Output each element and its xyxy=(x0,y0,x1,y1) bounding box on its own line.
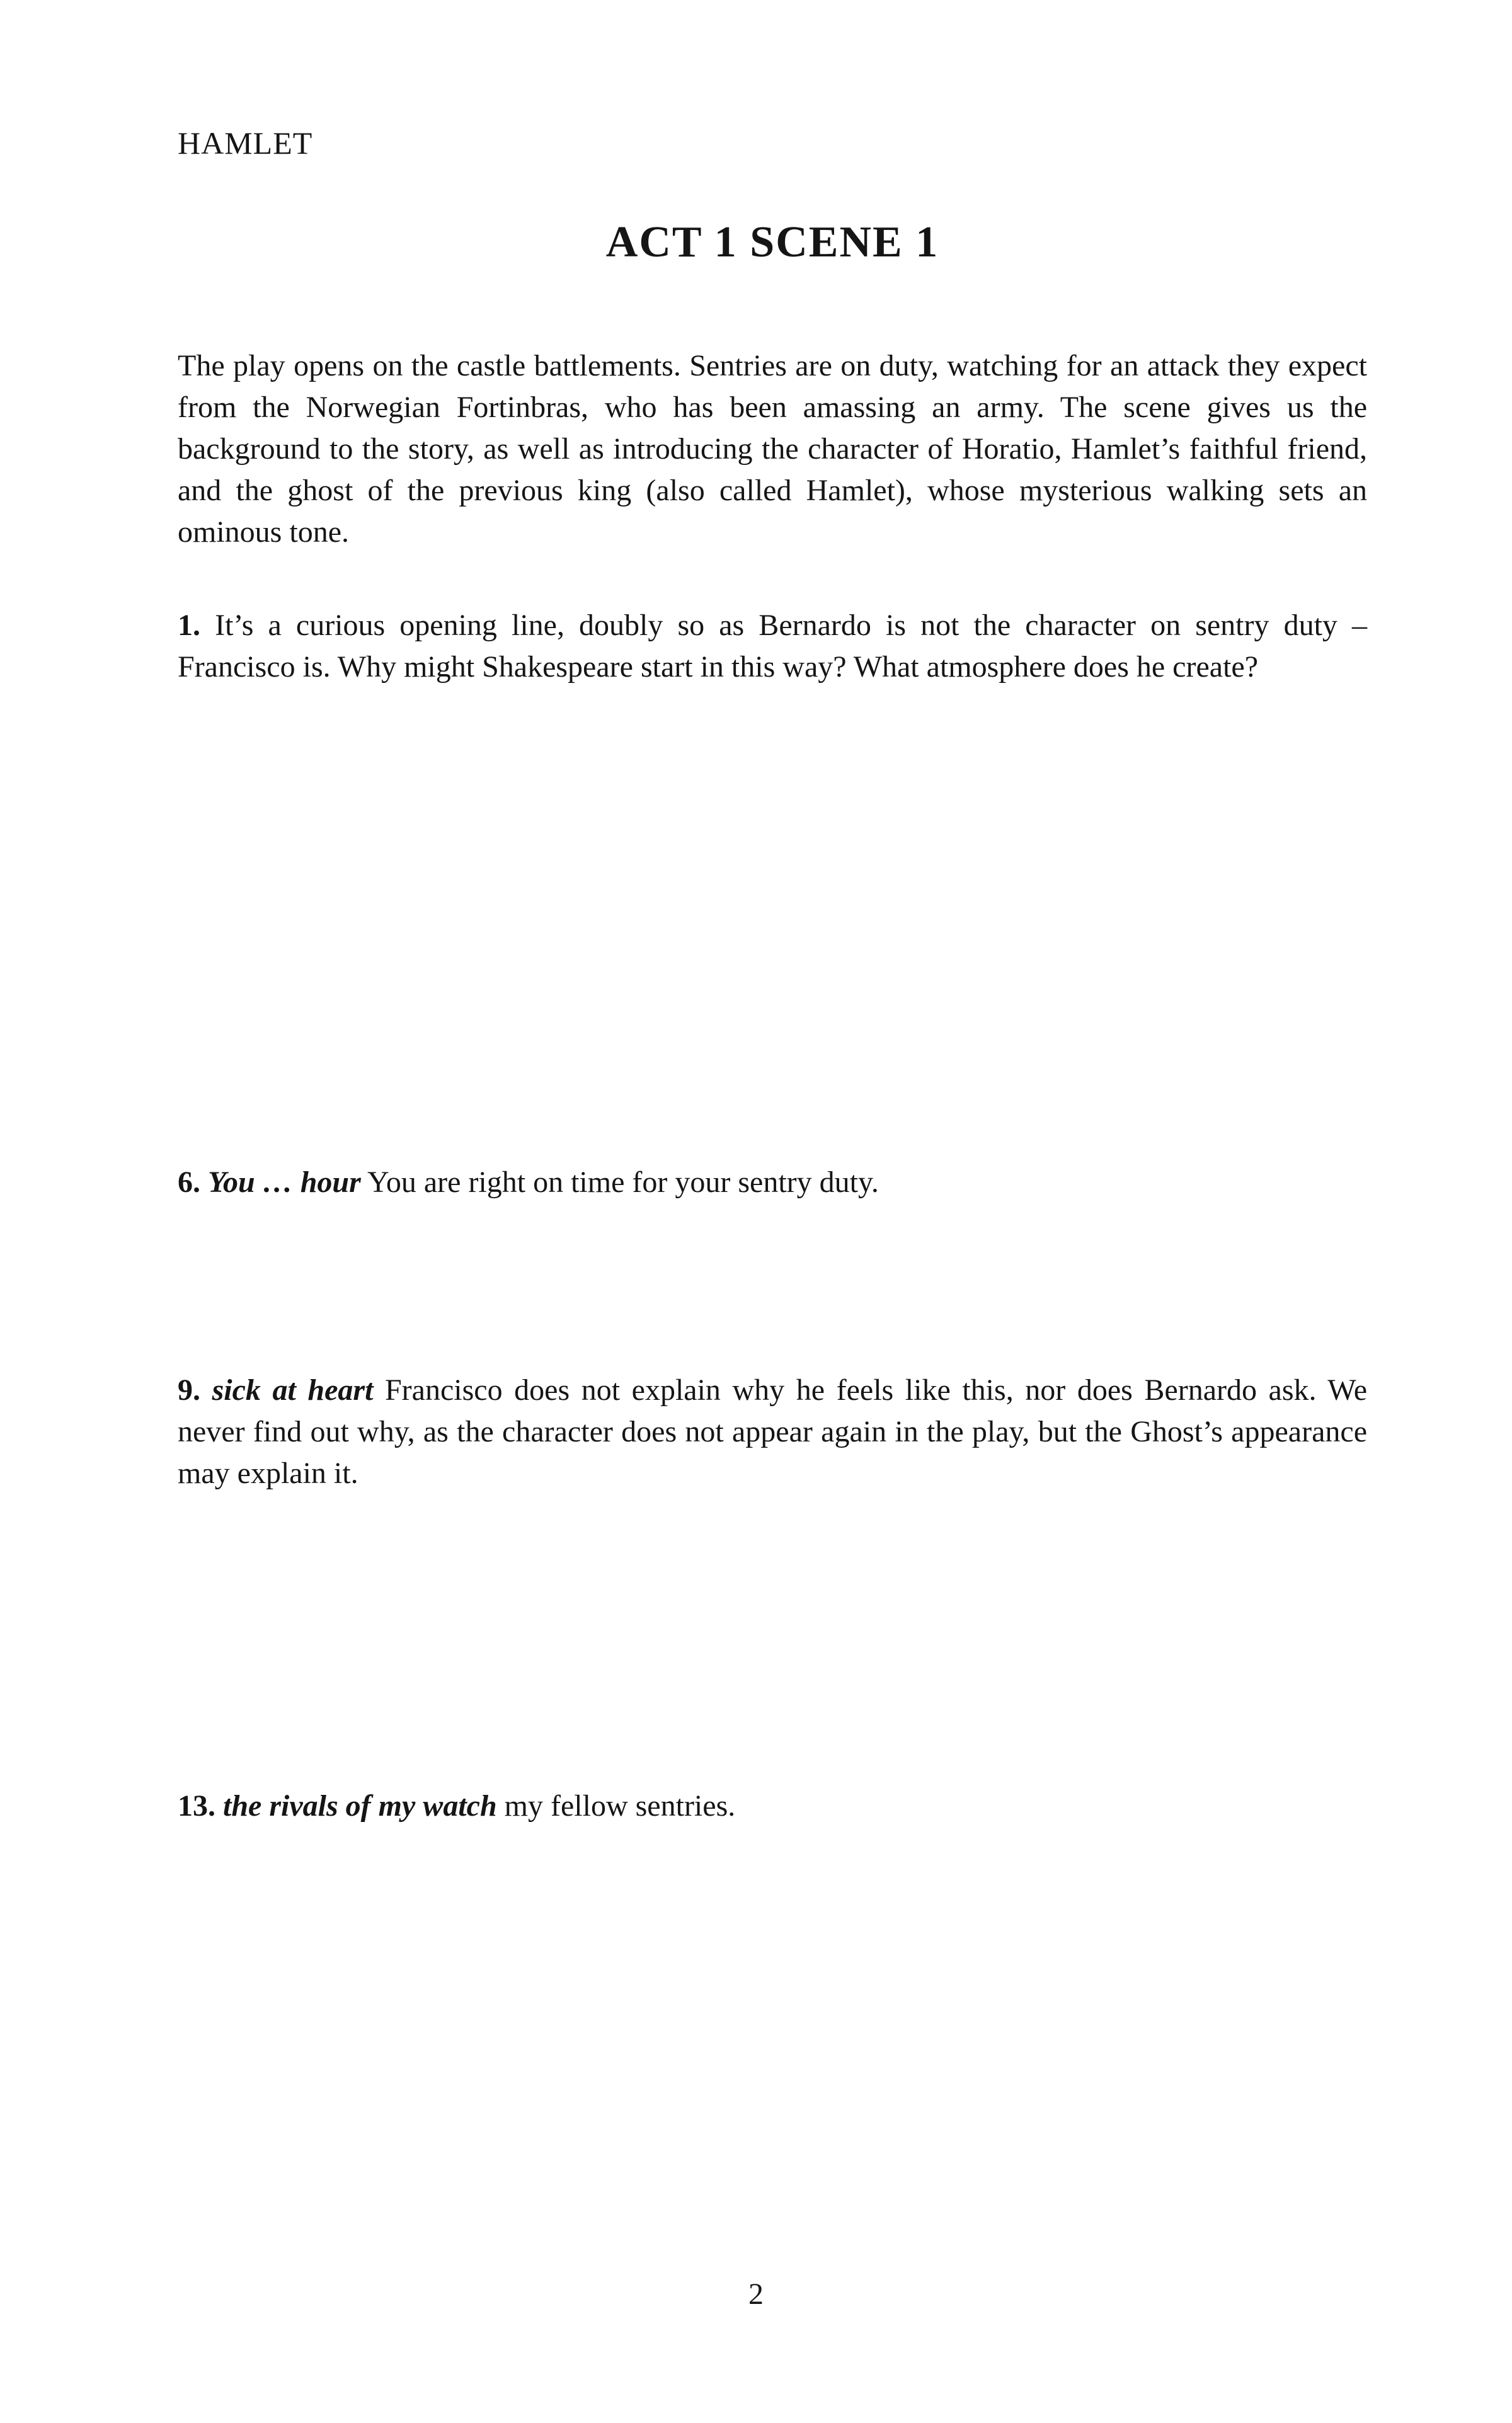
note-number: 13. xyxy=(178,1789,215,1823)
note-number: 6. xyxy=(178,1166,200,1199)
note-number: 9. xyxy=(178,1373,200,1407)
gloss-note xyxy=(178,1370,1367,1494)
note-lemma: the rivals of my watch xyxy=(223,1789,497,1823)
question-number: 1. xyxy=(178,609,200,642)
scene-title: ACT 1 SCENE 1 xyxy=(605,218,939,266)
question-text: It’s a curious opening line, doubly so as Bernardo is not the character on sentry duty – Francisco is. Why might Shakespeare start in this way? What atmosphere does he create? xyxy=(178,609,1368,684)
note-gloss: Francisco does not explain why he feels like this, nor does Bernardo ask. We never find out why, as the character does not appear again in the play, but the Ghost’s appearance may explain it. xyxy=(178,1373,1368,1490)
gloss-note xyxy=(178,1785,1367,1827)
question-item xyxy=(178,605,1367,688)
page-number: 2 xyxy=(748,2277,764,2311)
note-gloss: You are right on time for your sentry duty. xyxy=(367,1166,879,1199)
note-lemma: sick at heart xyxy=(212,1373,374,1407)
note-gloss: my fellow sentries. xyxy=(504,1789,736,1823)
note-lemma: You … hour xyxy=(208,1166,361,1199)
scene-intro-paragraph: The play opens on the castle battlements. Sentries are on duty, watching for an attack they expect from the Norwegian Fortinbras, who has been amassing an army. The scene gives us the background to the story, as well as introducing the character of Horatio, Hamlet’s faithful friend, and the ghost of the previous king (also called Hamlet), whose mysterious walking sets an ominous tone. xyxy=(178,349,1367,549)
running-head: HAMLET xyxy=(178,125,313,161)
gloss-note xyxy=(178,1162,1367,1203)
